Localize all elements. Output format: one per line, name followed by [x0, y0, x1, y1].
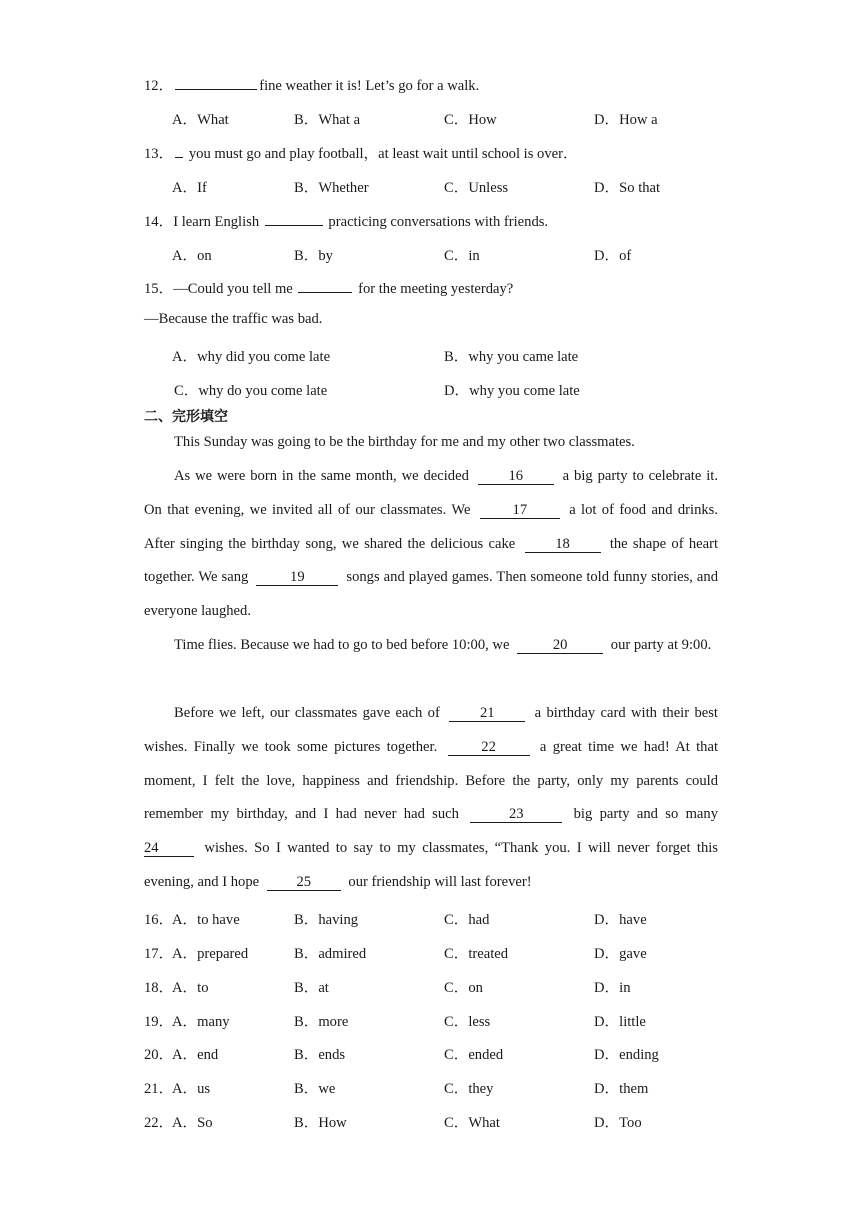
option-c: C．ended [444, 1047, 504, 1063]
answer-blank [298, 291, 352, 293]
paragraph-text: a great time we had! At that moment, I felt the love, happiness and friendship. Before the party, only my parents could remember my birthday, and I had never had such [144, 738, 719, 823]
blank-19: 19 [256, 569, 338, 586]
question-text: you must go and play football，at least wait until school is over． [185, 146, 578, 162]
paragraph-text: wishes. So I wanted to say to my classmates, “Thank you. I will never forget this evening, and I hope [144, 840, 718, 890]
blank-22: 22 [448, 739, 530, 756]
option-d: D．So that [594, 180, 661, 196]
option-d: D．why you come late [444, 383, 580, 399]
blank-24: 24 [144, 840, 194, 857]
option-a: A．why did you come late [172, 349, 331, 365]
option-b: B．ends [294, 1047, 346, 1063]
option-b: B．having [294, 912, 359, 928]
answer-blank [265, 224, 323, 226]
paragraph-text: big party and so many [573, 806, 718, 823]
blank-17: 17 [480, 502, 560, 519]
question-15 [144, 277, 513, 298]
question-21-number: 21． [144, 1081, 174, 1097]
option-b: B．by [294, 248, 333, 264]
option-c: C．had [444, 912, 490, 928]
question-number: 14． [144, 214, 174, 230]
question-text: for the meeting yesterday? [354, 281, 514, 297]
blank-16: 16 [478, 468, 554, 485]
option-a: A．to have [172, 912, 240, 928]
question-17-number: 17． [144, 946, 174, 962]
paragraph-text: As we were born in the same month, we decided [174, 468, 469, 484]
blank-25: 25 [267, 874, 341, 891]
paragraph-text: songs and played games. Then someone told funny stories, and everyone laughed. [144, 569, 718, 620]
question-number: 15． [144, 281, 174, 297]
option-a: A．prepared [172, 946, 249, 962]
paragraph-text: Time flies. Because we had to go to bed before 10:00, we [174, 637, 510, 653]
option-b: B．What a [294, 112, 361, 128]
paragraph-text: a big party to celebrate it. On that evening, we invited all of our classmates. We [144, 468, 718, 518]
answer-blank [175, 88, 257, 90]
option-d: D．have [594, 912, 647, 928]
option-c: C．Unless [444, 180, 509, 196]
option-c: C．why do you come late [174, 383, 328, 399]
option-a: A．us [172, 1081, 211, 1097]
question-number: 13． [144, 146, 174, 162]
option-a: A．What [172, 112, 229, 128]
option-b: B．How [294, 1115, 347, 1131]
option-b: B．more [294, 1014, 349, 1030]
paragraph-text: This Sunday was going to be the birthday for me and my other two classmates. [174, 434, 635, 450]
option-c: C．they [444, 1081, 494, 1097]
blank-23: 23 [470, 806, 562, 823]
question-20-number: 20． [144, 1047, 174, 1063]
paragraph-text: our friendship will last forever! [348, 873, 532, 890]
option-d: D．Too [594, 1115, 642, 1131]
option-c: C．less [444, 1014, 491, 1030]
question-13 [144, 142, 578, 163]
cloze-paragraph-2 [144, 460, 718, 629]
question-19-number: 19． [144, 1014, 174, 1030]
question-18-number: 18． [144, 980, 174, 996]
option-d: D．in [594, 980, 631, 996]
section-title: 二、完形填空 [144, 409, 228, 425]
option-c: C．How [444, 112, 497, 128]
paragraph-text: our party at 9:00. [610, 637, 712, 653]
question-16-number: 16． [144, 912, 174, 928]
cloze-paragraph-4 [144, 697, 718, 900]
option-c: C．What [444, 1115, 500, 1131]
answer-blank [175, 156, 183, 158]
option-d: D．ending [594, 1047, 659, 1063]
option-c: C．on [444, 980, 483, 996]
blank-20: 20 [517, 637, 603, 654]
question-14 [144, 210, 548, 231]
question-text-pre: I learn English [173, 214, 263, 230]
cloze-paragraph-3 [144, 629, 718, 663]
question-12 [144, 74, 479, 95]
question-15-reply: —Because the traffic was bad. [144, 311, 323, 327]
option-a: A．end [172, 1047, 219, 1063]
option-b: B．we [294, 1081, 336, 1097]
option-a: A．many [172, 1014, 230, 1030]
option-d: D．them [594, 1081, 649, 1097]
option-d: D．How a [594, 112, 658, 128]
option-b: B．Whether [294, 180, 369, 196]
option-d: D．gave [594, 946, 647, 962]
paragraph-text: the shape of heart together. We sang [144, 535, 719, 586]
paragraph-text: a birthday card with their best wishes. Finally we took some pictures together. [144, 705, 718, 755]
option-a: A．to [172, 980, 209, 996]
paragraph-text: a lot of food and drinks. After singing the birthday song, we shared the delicious cake [144, 501, 719, 552]
option-b: B．admired [294, 946, 367, 962]
blank-21: 21 [449, 705, 525, 722]
question-text-pre: —Could you tell me [173, 281, 297, 297]
blank-18: 18 [525, 536, 601, 553]
option-b: B．at [294, 980, 329, 996]
paragraph-text: Before we left, our classmates gave each of [174, 705, 440, 721]
question-22-number: 22． [144, 1115, 174, 1131]
option-d: D．of [594, 248, 632, 264]
option-a: A．So [172, 1115, 213, 1131]
option-b: B．why you came late [444, 349, 579, 365]
option-a: A．If [172, 180, 207, 196]
option-c: C．treated [444, 946, 509, 962]
question-text: practicing conversations with friends. [324, 214, 549, 230]
question-number: 12． [144, 78, 174, 94]
option-c: C．in [444, 248, 480, 264]
option-a: A．on [172, 248, 212, 264]
question-text: fine weather it is! Let’s go for a walk. [259, 78, 480, 94]
option-d: D．little [594, 1014, 646, 1030]
cloze-paragraph-1 [144, 426, 718, 460]
